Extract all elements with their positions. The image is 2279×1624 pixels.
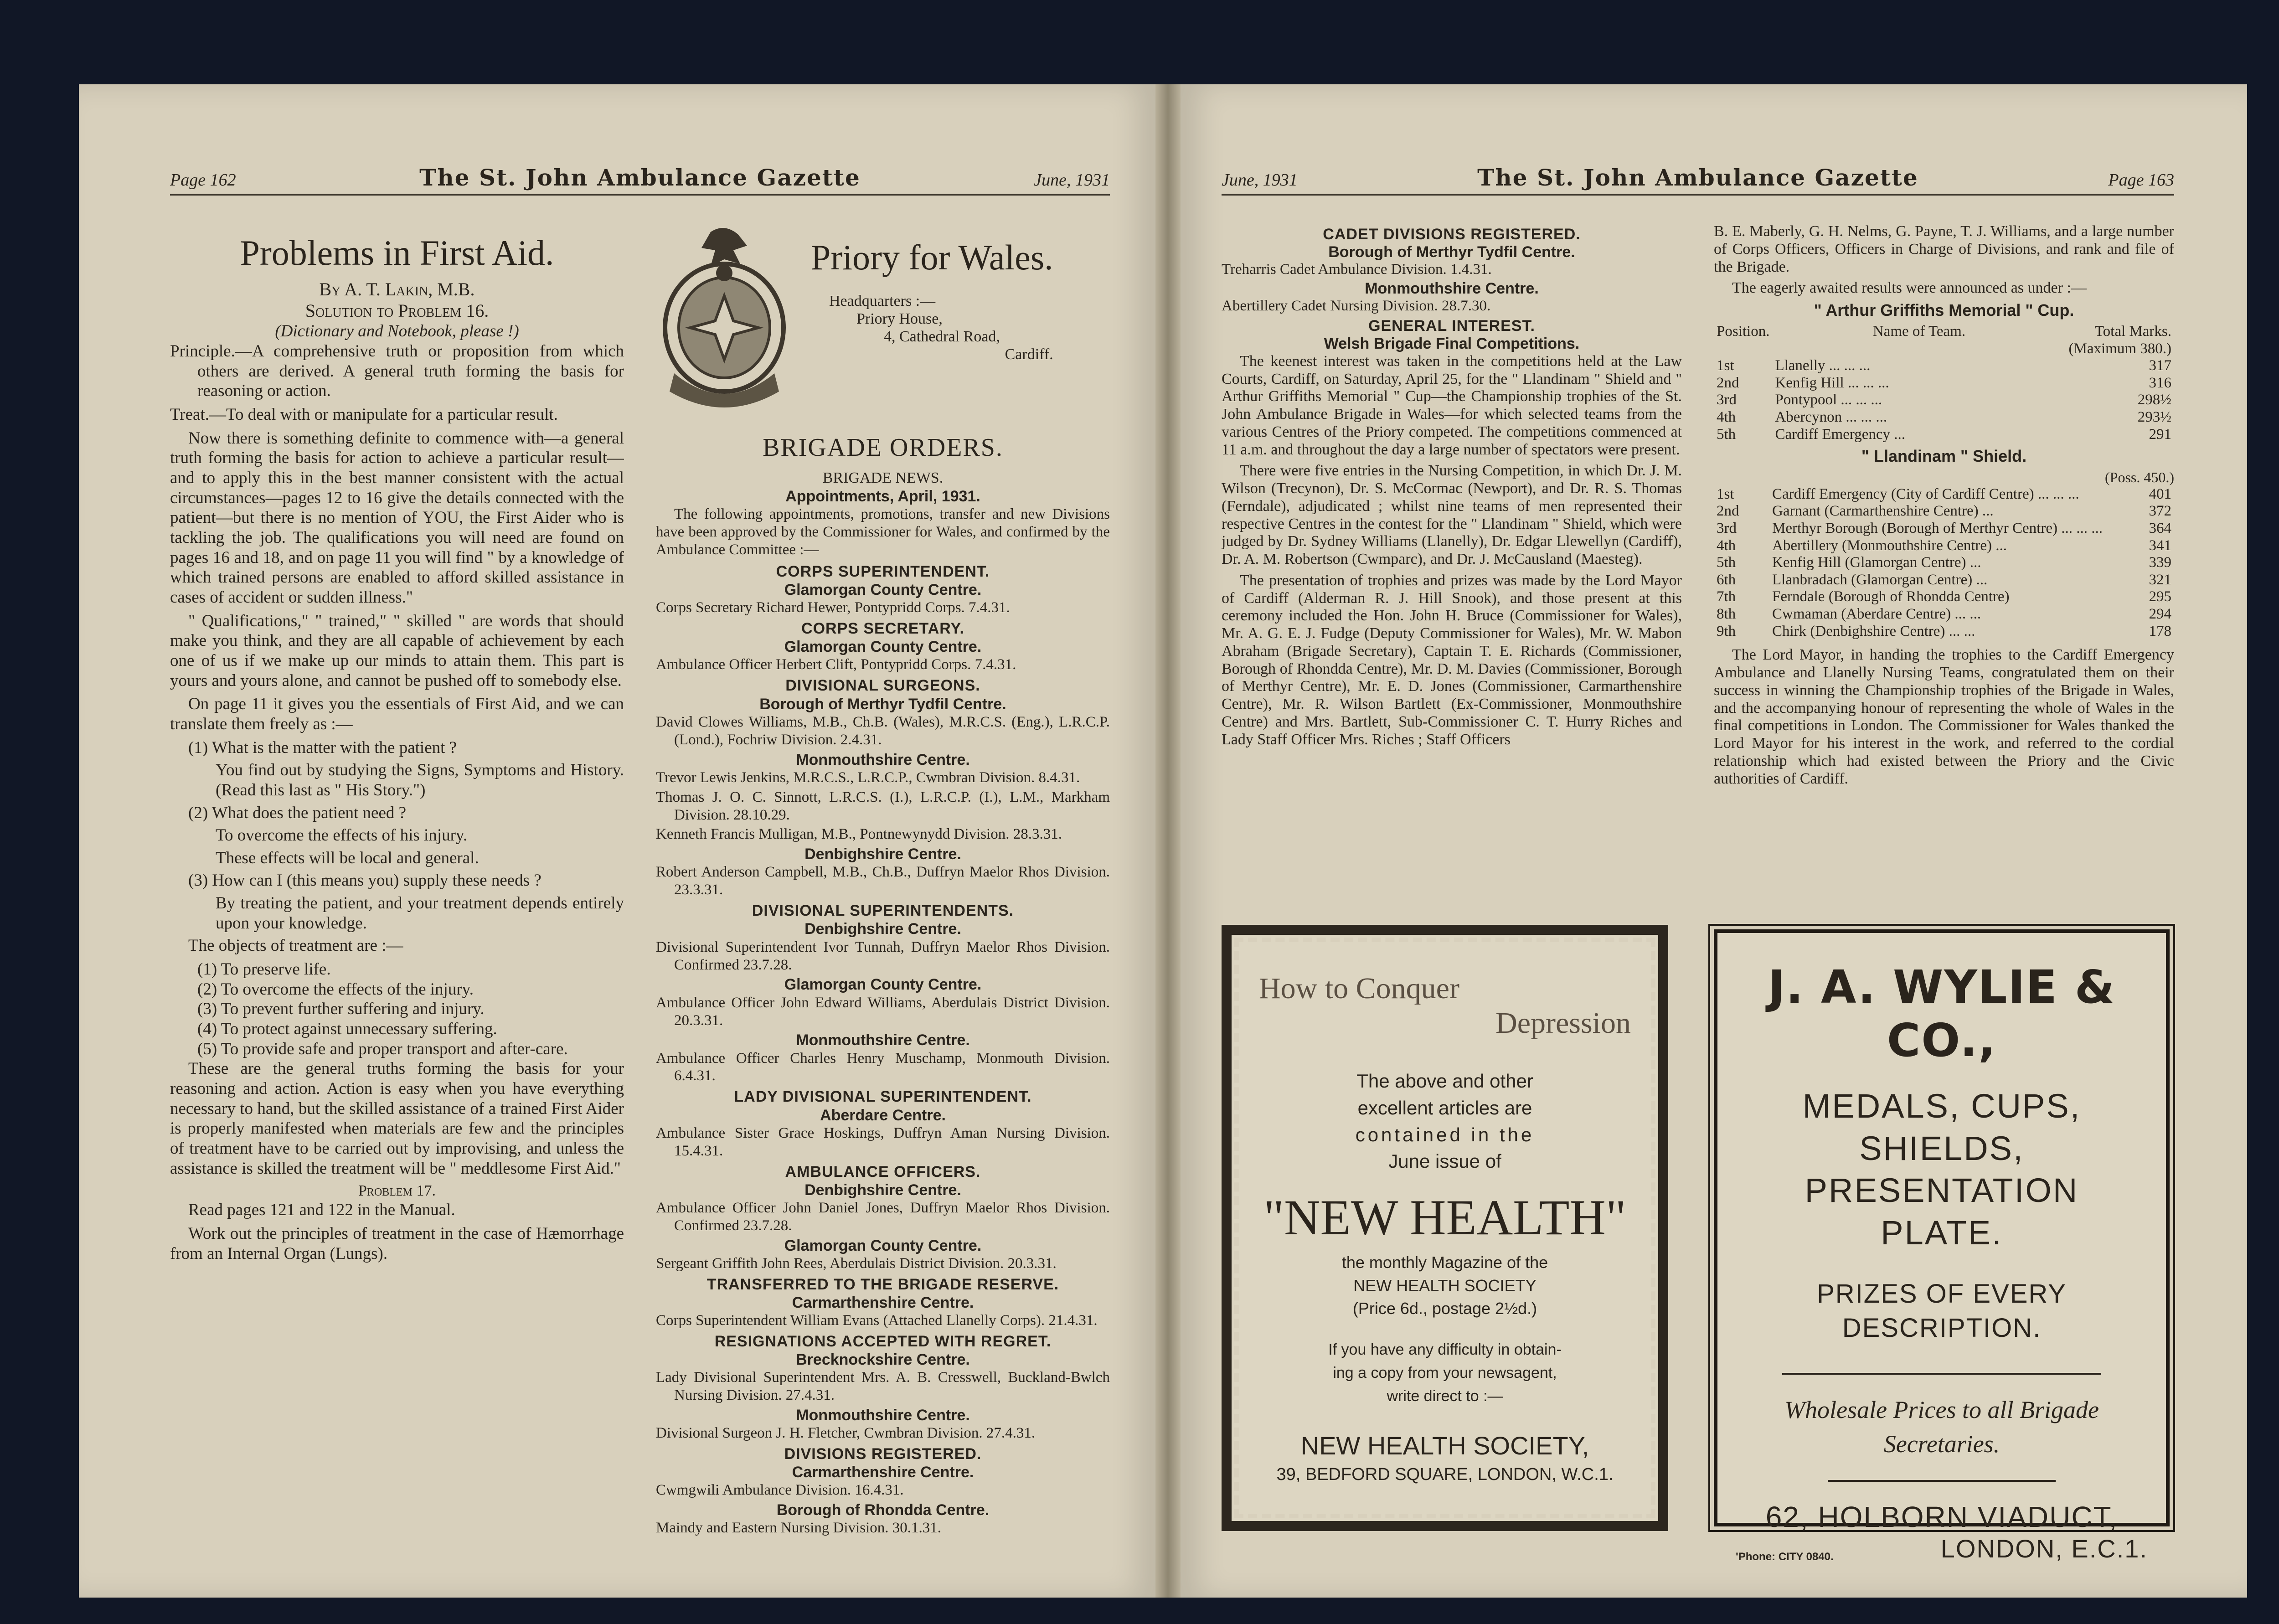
ad-text: MEDALS, CUPS, [1802,1087,2081,1125]
result-pos: 6th [1717,571,1736,588]
address-line: Priory House, [856,310,943,328]
result-pos: 4th [1717,537,1736,554]
table-row [1714,392,2174,409]
centre-heading: Carmarthenshire Centre. [792,1464,974,1481]
table-row [1714,606,2174,623]
centre-heading: Monmouthshire Centre. [796,751,970,768]
order-entry: David Clowes Williams, M.B., Ch.B. (Wales), M.R.C.S. (Eng.), L.R.C.P. (Lond.), Fochriw Division. 2.4.31. [656,713,1110,748]
results-column [1714,223,2174,907]
headquarters-address [811,292,1053,363]
max-marks: (Poss. 450.) [2104,469,2174,486]
list-item: (5) To provide safe and proper transport and after-care. [197,1039,568,1058]
paragraph: " Qualifications," " trained," " skilled " are words that should make you think, and they are all capable of achievement by each one of us if we make up our minds to attain them. This part is yours and yours alone, and cannot be pushed off to somebody else. [170,611,624,690]
ad-text: contained in the [1355,1124,1535,1145]
table-row [1714,572,2174,589]
ad-text: PLATE. [1881,1213,2003,1252]
result-marks: 291 [2149,426,2171,443]
order-entry: Ambulance Officer Charles Henry Muschamp, Monmouth Division. 6.4.31. [656,1050,1110,1084]
priory-column [656,223,1110,1545]
centre-heading: Denbighshire Centre. [804,1181,961,1199]
paragraph: Now there is something definite to commence with—a general truth forming the basis for action to achieve a particular result—and to apply this in the best manner consistent with the actual circumstances—pages 12 to 16 give the details connected with the patient—but there is no mention of YOU, the First Aider who is tackling the job. The qualifications you will need are found on pages 16 and 18, and on page 11 you will find " by a knowledge of which trained persons are enabled to afford skilled assistance in cases of accident or sudden illness." [170,428,624,607]
address-line: 4, Cathedral Road, [884,328,1000,345]
order-entry: Ambulance Sister Grace Hoskings, Duffryn Aman Nursing Division. 15.4.31. [656,1124,1110,1159]
result-pos: 5th [1717,554,1736,571]
centre-heading: Aberdare Centre. [820,1106,946,1124]
order-entry: Ambulance Officer Herbert Clift, Pontypridd Corps. 7.4.31. [656,656,1016,673]
magazine-name: "NEW HEALTH" [1263,1190,1626,1246]
list-item: (3) To prevent further suffering and injury. [197,1000,485,1019]
result-team: Garnant (Carmarthenshire Centre) ... [1772,503,1994,520]
ad-text: If you have any difficulty in obtain- [1328,1341,1562,1359]
list-item: (2) To overcome the effects of the injury. [197,980,474,999]
ad-text: PRESENTATION [1805,1171,2079,1209]
company-street: 62, HOLBORN VIADUCT, [1765,1500,2118,1533]
principle-definition: Principle.—A comprehensive truth or proposition from which others are derived. A general truth forming the basis for reasoning or action. [170,342,624,401]
answer: These effects will be local and general. [216,848,479,867]
section-heading: AMBULANCE OFFICERS. [785,1163,981,1181]
paragraph: Work out the principles of treatment in the case of Hæmorrhage from an Internal Organ (Lungs). [170,1224,624,1263]
table-row [1714,426,2174,443]
table-row [1714,623,2174,640]
section-heading: DIVISIONS REGISTERED. [784,1445,982,1463]
spine [1155,84,1181,1598]
ad-text: Wholesale Prices to all Brigade [1784,1396,2099,1423]
society-address: 39, BEDFORD SQUARE, LONDON, W.C.1. [1276,1465,1614,1485]
result-pos: 2nd [1717,503,1739,520]
result-team: Kenfig Hill ... ... ... [1775,374,1889,391]
table-row [1714,486,2174,503]
issue-date: June, 1931 [1222,170,1298,190]
centre-heading: Borough of Rhondda Centre. [776,1501,990,1519]
ad-text: NEW HEALTH SOCIETY [1353,1276,1537,1295]
priory-title: Priory for Wales. [811,237,1053,277]
subtitle: (Dictionary and Notebook, please !) [275,322,519,341]
questions-list [170,738,624,933]
list-item: (1) To preserve life. [197,960,331,979]
result-marks: 321 [2149,571,2171,588]
section-heading: RESIGNATIONS ACCEPTED WITH REGRET. [714,1332,1052,1350]
result-marks: 294 [2149,606,2171,623]
shield-title: " Llandinam " Shield. [1861,447,2027,466]
address-line: Cardiff. [1005,346,1053,363]
result-team: Kenfig Hill (Glamorgan Centre) ... [1772,554,1981,571]
result-team: Llanelly ... ... ... [1775,357,1871,374]
section-heading: CADET DIVISIONS REGISTERED. [1323,226,1581,243]
order-entry: Lady Divisional Superintendent Mrs. A. B. Cresswell, Buckland-Bwlch Nursing Division. 27.4.31. [656,1369,1110,1403]
result-team: Ferndale (Borough of Rhondda Centre) [1772,588,2010,605]
page-number: Page 162 [170,170,236,190]
section-heading: DIVISIONAL SURGEONS. [785,677,980,695]
result-pos: 7th [1717,588,1736,605]
table-row [1714,375,2174,392]
result-team: Merthyr Borough (Borough of Merthyr Centre) ... ... ... [1772,520,2103,537]
section-heading: GENERAL INTEREST. [1368,317,1535,335]
column-header: Name of Team. [1872,323,1966,340]
result-marks: 178 [2149,623,2171,639]
section-heading: DIVISIONAL SUPERINTENDENTS. [752,902,1014,920]
solution-heading: Solution to Problem 16. [305,300,489,321]
objects-list [170,959,624,1059]
result-pos: 1st [1717,357,1734,374]
section-heading: LADY DIVISIONAL SUPERINTENDENT. [734,1088,1032,1106]
address-line: Headquarters :— [829,293,936,310]
company-name: J. A. WYLIE & CO., [1768,960,2116,1067]
centre-heading: Denbighshire Centre. [804,846,961,863]
result-marks: 317 [2149,357,2171,374]
result-team: Cwmaman (Aberdare Centre) ... ... [1772,606,1981,623]
order-entry: Treharris Cadet Ambulance Division. 1.4.31. [1222,261,1492,278]
page-number: Page 163 [2108,170,2174,190]
order-entry: Sergeant Griffith John Rees, Aberdulais District Division. 20.3.31. [656,1255,1057,1272]
order-entry: Thomas J. O. C. Sinnott, L.R.C.S. (I.), L.R.C.P. (I.), L.M., Markham Division. 28.10.29. [656,789,1110,823]
byline: By A. T. Lakin, M.B. [319,279,475,300]
order-entry: Ambulance Officer John Daniel Jones, Duffryn Maelor Rhos Division. Confirmed 23.7.28. [656,1199,1110,1234]
paragraph: The objects of treatment are :— [188,936,403,955]
section-heading: TRANSFERRED TO THE BRIGADE RESERVE. [706,1275,1059,1293]
result-team: Chirk (Denbighshire Centre) ... ... [1772,623,1975,639]
priory-crest-icon [656,223,793,414]
result-team: Pontypool ... ... ... [1775,392,1882,408]
centre-heading: Glamorgan County Centre. [784,581,982,599]
order-entry: Cwmgwili Ambulance Division. 16.4.31. [656,1482,904,1499]
centre-heading: Monmouthshire Centre. [1365,280,1539,298]
paragraph: The eagerly awaited results were announced as under :— [1732,279,2087,297]
result-pos: 4th [1717,409,1736,426]
brigade-news: BRIGADE NEWS. [822,469,944,487]
ad-price: (Price 6d., postage 2½d.) [1352,1299,1537,1318]
running-head [1222,157,2174,196]
ad-text: The above and other [1356,1070,1533,1092]
result-marks: 341 [2149,537,2171,554]
paragraph: On page 11 it gives you the essentials of First Aid, and we can translate them freely as :— [170,695,624,733]
table-row [1714,588,2174,606]
section-heading: CORPS SECRETARY. [801,620,964,638]
table-row [1714,554,2174,572]
result-team: Cardiff Emergency ... [1775,426,1906,443]
table-row [1714,520,2174,537]
table-row [1714,409,2174,426]
order-entry: Corps Superintendent William Evans (Attached Llanelly Corps). 21.4.31. [656,1312,1098,1329]
centre-heading: Glamorgan County Centre. [784,638,982,656]
answer: You find out by studying the Signs, Symptoms and History. (Read this last as " His Story.") [216,761,624,799]
journal-title: The St. John Ambulance Gazette [1477,164,1918,191]
order-entry: Divisional Surgeon J. H. Fletcher, Cwmbran Division. 27.4.31. [656,1425,1036,1442]
society-name: NEW HEALTH SOCIETY, [1300,1431,1589,1460]
ad-text: excellent articles are [1357,1097,1532,1119]
ad-text: Secretaries. [1883,1430,2000,1458]
centre-heading: Denbighshire Centre. [804,920,961,938]
paragraph: The presentation of trophies and prizes was made by the Lord Mayor of Cardiff (Alderman R. J. Hill Snook), and those present at this ceremony included the Hon. John H. Bruce (Commissioner for Wales), Mr. A. G. E. J. Fudge (Deputy Commissioner for Wales), Mr. W. Mabon Abraham (Brigade Secretary), Captain T. E. Richards (Commissioner, Borough of Rhondda Centre), Mr. D. M. Davies (Commissioner, Borough of Merthyr Centre), Mr. E. D. Jones (Commissioner, Carmarthenshire Centre), Mr. R. Wilson Bartlett (Ex-Commissioner, Monmouthshire Centre) and Mrs. Bartlett, Sub-Commissioner C. T. Hurry Riches and Lady Staff Officer Mrs. Riches ; Staff Officers [1222,572,1682,748]
ad-text: June issue of [1388,1150,1501,1172]
table-row [1714,503,2174,520]
divider [1828,1480,2056,1482]
result-pos: 2nd [1717,374,1739,391]
running-head [170,157,1110,196]
result-pos: 1st [1717,485,1734,502]
paragraph: B. E. Maberly, G. H. Nelms, G. Payne, T. J. Williams, and a large number of Corps Officers, Officers in Charge of Divisions, and rank and file of the Brigade. [1714,223,2174,275]
order-entry: Kenneth Francis Mulligan, M.B., Pontnewynydd Division. 28.3.31. [656,826,1062,843]
new-health-advert [1222,925,1668,1531]
centre-heading: Glamorgan County Centre. [784,976,982,994]
list-item: (4) To protect against unnecessary suffering. [197,1020,497,1039]
right-page [1181,84,2247,1598]
question: (2) What does the patient need ? [188,803,407,822]
order-entry: Abertillery Cadet Nursing Division. 28.7.30. [1222,297,1491,314]
centre-heading: Glamorgan County Centre. [784,1237,982,1254]
result-pos: 5th [1717,426,1736,443]
ad-headline: Depression [1495,1006,1631,1040]
problem-heading: Problem 17. [358,1182,436,1200]
ad-text: SHIELDS, [1859,1129,2024,1167]
centre-heading: Borough of Merthyr Tydfil Centre. [1328,243,1575,261]
answer: To overcome the effects of his injury. [216,826,468,845]
max-marks: (Maximum 380.) [2068,340,2171,357]
result-marks: 339 [2149,554,2171,571]
cup-title: " Arthur Griffiths Memorial " Cup. [1814,301,2074,320]
brigade-orders-list [656,562,1110,1537]
issue-date: June, 1931 [1034,170,1110,190]
table-row [1714,357,2174,375]
left-page [79,84,1155,1598]
answer: By treating the patient, and your treatment depends entirely upon your knowledge. [216,894,624,933]
cup-results-table [1714,323,2174,443]
order-entry: Corps Secretary Richard Hewer, Pontypridd Corps. 7.4.31. [656,599,1010,616]
result-pos: 9th [1717,623,1736,639]
paragraph: Read pages 121 and 122 in the Manual. [188,1201,455,1220]
order-entry: Maindy and Eastern Nursing Division. 30.1.31. [656,1520,942,1536]
result-marks: 372 [2149,503,2171,520]
ad-text: ing a copy from your newsagent, [1333,1364,1557,1382]
appointments-heading: Appointments, April, 1931. [785,488,980,505]
brigade-orders-title: BRIGADE ORDERS. [763,433,1003,462]
paragraph: The keenest interest was taken in the competitions held at the Law Courts, Cardiff, on Saturday, April 25, for the " Llandinam " Shield and " Arthur Griffiths Memorial " Cup—the Championship trophies of the St. John Ambulance Brigade in Wales—for which selected teams from the various Centres of the Priory competed. The competitions commenced at 11 a.m. and throughout the day a large number of spectators were present. [1222,352,1682,458]
result-marks: 293½ [2137,409,2171,426]
question: (3) How can I (this means you) supply these needs ? [188,871,541,890]
order-entry: Divisional Superintendent Ivor Tunnah, Duffryn Maelor Rhos Division. Confirmed 23.7.28. [656,938,1110,973]
ad-text: PRIZES OF EVERY [1817,1279,2067,1309]
centre-heading: Carmarthenshire Centre. [792,1294,974,1311]
ad-text: the monthly Magazine of the [1341,1253,1548,1272]
result-pos: 8th [1717,606,1736,623]
result-marks: 401 [2149,485,2171,502]
problems-column [170,223,624,1545]
wylie-advert [1714,929,2170,1563]
journal-title: The St. John Ambulance Gazette [419,164,861,191]
result-marks: 364 [2149,520,2171,537]
ad-text: write direct to :— [1387,1387,1503,1405]
result-pos: 3rd [1717,392,1737,408]
column-header: Position. [1717,323,1770,340]
result-team: Cardiff Emergency (City of Cardiff Centre) ... ... ... [1772,485,2079,502]
order-entry: Robert Anderson Campbell, M.B., Ch.B., Duffryn Maelor Rhos Division. 23.3.31. [656,864,1110,898]
result-team: Abercynon ... ... ... [1775,409,1887,426]
paragraph: The Lord Mayor, in handing the trophies to the Cardiff Emergency Ambulance and Llanelly Nursing Teams, congratulated them on their success in winning the Championship trophies of the Brigade in Wales, and the accompanying honour of representing the whole of Wales in the final competitions in London. The Commissioner for Wales thanked the Lord Mayor for his interest in the work, and referred to the cordial relationship which had existed between the Priory and the Civic authorities of Cardiff. [1714,646,2174,787]
ad-text: DESCRIPTION. [1842,1313,2042,1343]
result-marks: 298½ [2137,392,2171,408]
paragraph: The following appointments, promotions, transfer and new Divisions have been approved by the Commissioner for Wales, and confirmed by the Ambulance Committee :— [656,506,1110,558]
result-team: Abertillery (Monmouthshire Centre) ... [1772,537,2007,554]
paragraph: There were five entries in the Nursing Competition, in which Dr. J. M. Wilson (Trecynon), Dr. S. McCormac (Newport), and Dr. R. S. Thomas (Ferndale), adjudicated ; whilst nine teams of men represented their respective Centres in the contest for the " Llandinam " Shield, which were judged by Dr. Sydney Williams (Llanelly), Dr. Edgar Llewellyn (Cardiff), Dr. A. M. Robertson (Cwmparc), and Dr. J. McCausland (Maesteg). [1222,462,1682,568]
section-heading: CORPS SUPERINTENDENT. [776,563,990,581]
centre-heading: Borough of Merthyr Tydfil Centre. [759,695,1006,713]
divider [1782,1373,2101,1375]
company-phone: 'Phone: CITY 0840. [1736,1550,1834,1563]
centre-heading: Brecknockshire Centre. [796,1351,970,1368]
centre-heading: Monmouthshire Centre. [796,1406,970,1424]
result-marks: 295 [2149,588,2171,605]
question: (1) What is the matter with the patient ? [188,738,457,757]
paragraph: These are the general truths forming the basis for your reasoning and action. Action is easy when you have everything necessary to hand, but the skilled assistance of a trained First Aider is properly manifested when materials are few and the principles of treatment have to be carried out by improvising, and unless the assistance is skilled the treatment will be " meddlesome First Aid." [170,1059,624,1178]
order-entry: Trevor Lewis Jenkins, M.R.C.S., L.R.C.P., Cwmbran Division. 8.4.31. [656,769,1080,786]
result-team: Llanbradach (Glamorgan Centre) ... [1772,571,1988,588]
treat-definition: Treat.—To deal with or manipulate for a particular result. [170,405,558,424]
centre-heading: Monmouthshire Centre. [796,1031,970,1049]
table-row [1714,537,2174,555]
article-title: Problems in First Aid. [240,233,554,273]
order-entry: Ambulance Officer John Edward Williams, Aberdulais District Division. 20.3.31. [656,994,1110,1029]
ad-headline: How to Conquer [1259,972,1459,1005]
result-pos: 3rd [1717,520,1737,537]
centre-heading: Welsh Brigade Final Competitions. [1324,335,1580,353]
shield-results-table [1714,486,2174,640]
company-city: LONDON, E.C.1. [1940,1534,2148,1563]
column-header: Total Marks. [2094,323,2171,340]
result-marks: 316 [2149,374,2171,391]
general-interest-column [1222,223,1682,907]
